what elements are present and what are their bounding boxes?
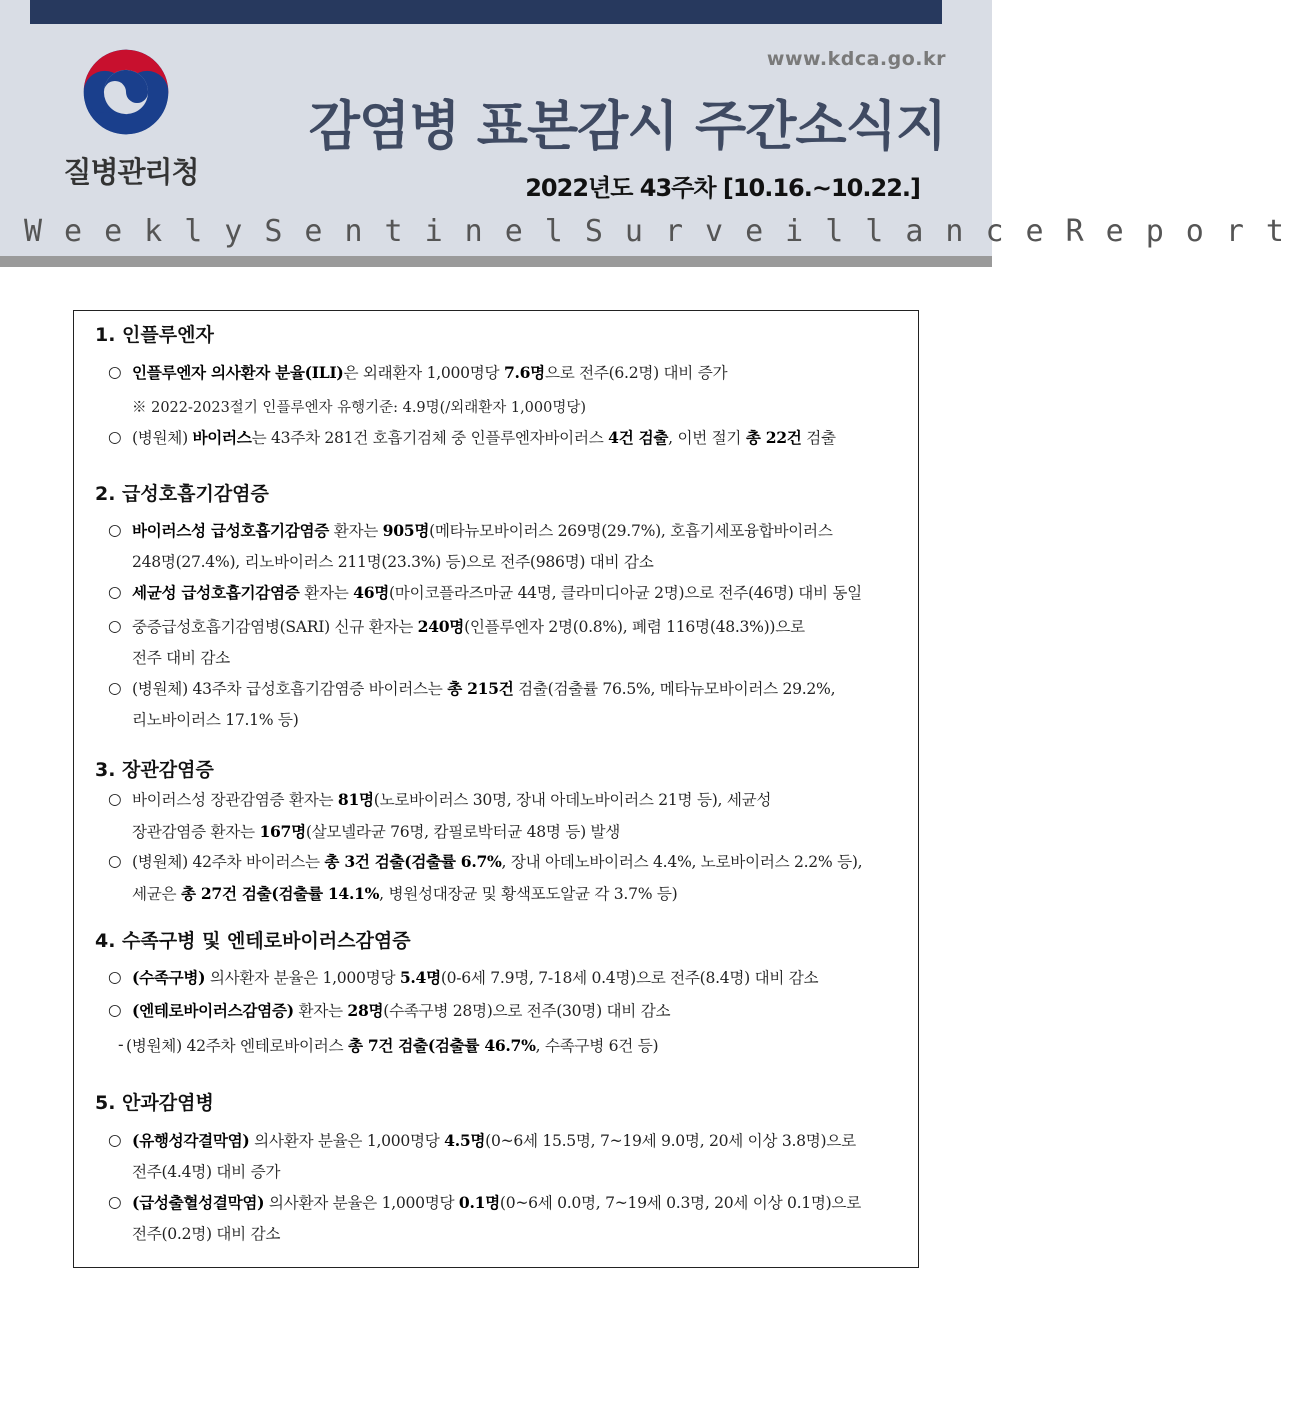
subtitle-word: Surveillance [584,214,1066,249]
list-item: ○ (병원체) 43주차 급성호흡기감염증 바이러스는 총 215건 검출(검출률 76.5%, 메타뉴모바이러스 29.2%, 리노바이러스 17.1% 등) [108,673,900,736]
bullet-icon: ○ [108,1001,122,1019]
page-title: 감염병 표본감시 주간소식지 [308,96,946,157]
section-title-respiratory: 2. 급성호흡기감염증 [95,483,269,505]
subtitle-word: Report [1065,214,1306,249]
organization-name: 질병관리청 [63,155,199,189]
header-bottom-bar [0,256,992,267]
bullet-icon: ○ [108,1131,122,1149]
list-item: ○ 중증급성호흡기감염병(SARI) 신규 환자는 240명(인플루엔자 2명(0.8%), 폐렴 116명(48.3%))으로 전주 대비 감소 [108,611,900,674]
bullet-icon: ○ [108,852,122,870]
list-item: ○ (수족구병) 의사환자 분율은 1,000명당 5.4명(0-6세 7.9명, 7-18세 0.4명)으로 전주(8.4명) 대비 감소 [108,962,900,994]
list-item: ○ 바이러스성 급성호흡기감염증 환자는 905명(메타뉴모바이러스 269명(29.7%), 호흡기세포융합바이러스 248명(27.4%), 리노바이러스 211명(23.3%) 등)으로 전주(986명) 대비 감소 [108,515,900,578]
issue-period: 2022년도 43주차 [10.16.~10.22.] [525,174,920,202]
list-item: ○ 인플루엔자 의사환자 분율(ILI)은 외래환자 1,000명당 7.6명으로 전주(6.2명) 대비 증가 [108,357,900,389]
subtitle-word: Sentinel [264,214,585,249]
note-text: ※ 2022-2023절기 인플루엔자 유행기준: 4.9명(/외래환자 1,000명당) [132,400,587,416]
section-title-enteric: 3. 장관감염증 [95,759,214,781]
list-item: ○ (유행성각결막염) 의사환자 분율은 1,000명당 4.5명(0~6세 15.5명, 7~19세 9.0명, 20세 이상 3.8명)으로 전주(4.4명) 대비 증가 [108,1125,900,1188]
bullet-icon: ○ [108,363,122,381]
list-item: ○ 바이러스성 장관감염증 환자는 81명(노로바이러스 30명, 장내 아데노바이러스 21명 등), 세균성 장관감염증 환자는 167명(살모넬라균 76명, 캄필로박터균 48명 등) 발생 [108,784,900,848]
bullet-icon: ○ [108,790,122,808]
english-subtitle [24,214,1306,249]
website-url[interactable]: www.kdca.go.kr [766,48,946,70]
list-item: ○ 세균성 급성호흡기감염증 환자는 46명(마이코플라즈마균 44명, 클라미디아균 2명)으로 전주(46명) 대비 동일 [108,577,900,609]
subtitle-word: Weekly [24,214,265,249]
report-header [0,0,1306,267]
bullet-icon: ○ [108,1193,122,1211]
taeguk-logo-icon [80,46,172,138]
bullet-icon: ○ [108,617,122,635]
section-title-hfmd: 4. 수족구병 및 엔테로바이러스감염증 [95,930,411,952]
bullet-icon: ○ [108,679,122,697]
list-item: - (병원체) 42주차 엔테로바이러스 총 7건 검출(검출률 46.7%, 수족구병 6건 등) [118,1030,910,1062]
list-item: ○ (병원체) 바이러스는 43주차 281건 호흡기검체 중 인플루엔자바이러스 4건 검출, 이번 절기 총 22건 검출 [108,422,900,454]
bullet-icon: ○ [108,583,122,601]
header-top-bar [30,0,942,24]
dash-icon: - [118,1036,124,1054]
list-item: ○ (병원체) 42주차 바이러스는 총 3건 검출(검출률 6.7%, 장내 아데노바이러스 4.4%, 노로바이러스 2.2% 등), 세균은 총 27건 검출(검출률 14.1%, 병원성대장균 및 황색포도알균 각 3.7% 등) [108,846,900,910]
list-item: ○ (급성출혈성결막염) 의사환자 분율은 1,000명당 0.1명(0~6세 0.0명, 7~19세 0.3명, 20세 이상 0.1명)으로 전주(0.2명) 대비 감소 [108,1187,900,1250]
section-title-influenza: 1. 인플루엔자 [95,324,214,346]
bullet-icon: ○ [108,428,122,446]
bullet-icon: ○ [108,521,122,539]
section-title-eye: 5. 안과감염병 [95,1092,214,1114]
bullet-icon: ○ [108,968,122,986]
list-item: ○ (엔테로바이러스감염증) 환자는 28명(수족구병 28명)으로 전주(30명) 대비 감소 [108,995,900,1027]
